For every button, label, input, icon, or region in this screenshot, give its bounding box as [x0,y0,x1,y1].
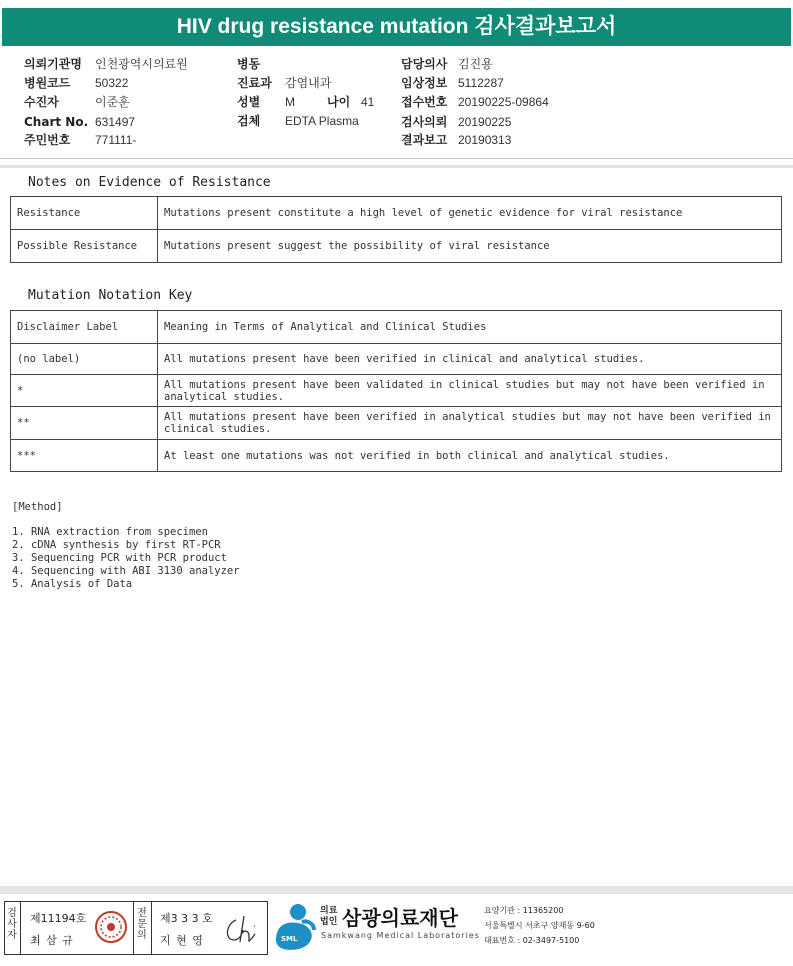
org-phone: 대표번호 : 02-3497-5100 [484,936,580,945]
age-value: 41 [361,95,375,109]
info-label: 담당의사 [401,57,448,71]
method-step: 1. RNA extraction from specimen [12,526,208,538]
info-label: 임상정보 [401,76,448,90]
info-row [237,76,332,90]
examiner-number: 제11194호 [30,912,87,925]
notation-title: Mutation Notation Key [28,288,193,303]
table-cell-label: *** [11,440,158,472]
examiner-label: 검사자 [7,908,17,941]
table-cell-text: At least one mutations was not verified in both clinical and analytical studies. [158,440,782,472]
divider [0,158,793,159]
info-value: 50322 [95,76,129,90]
org-code: 요양기관 : 11365200 [484,906,564,915]
info-label: 결과보고 [401,133,448,147]
info-label: 성별 [237,95,261,109]
specialist-label: 전문의 [137,908,147,941]
info-value: 감염내과 [285,76,332,90]
evidence-title: Notes on Evidence of Resistance [28,175,271,190]
info-row [401,115,512,129]
org-name: 삼광의료재단 [342,906,458,930]
method-list [12,526,240,591]
evidence-table [10,196,782,263]
method-step: 2. cDNA synthesis by first RT-PCR [12,539,221,551]
info-value: 20190225 [458,115,512,129]
org-prefix-top: 의료 [320,906,338,916]
info-value: 이준훈 [95,95,130,109]
table-cell-label: Possible Resistance [11,230,158,263]
table-row [11,230,782,263]
info-label: 수진자 [24,95,59,109]
info-label: 주민번호 [24,133,71,147]
table-cell-label: * [11,375,158,407]
notation-table [10,310,782,472]
table-cell-text: All mutations present have been validated in clinical studies but may not have been verified in analytical studies. [158,375,782,407]
table-cell-label: ** [11,407,158,440]
info-label: 병원코드 [24,76,71,90]
info-value: 인천광역시의료원 [95,57,188,71]
info-row [237,114,359,128]
info-row [24,115,136,129]
info-row [24,133,137,147]
info-row [24,76,129,90]
table-row [11,440,782,472]
info-row [237,95,375,109]
info-label: 병동 [237,57,261,71]
info-value: 5112287 [458,76,504,90]
table-header-text: Meaning in Terms of Analytical and Clinical Studies [158,311,782,344]
logo-text: SML [281,935,298,943]
patient-info [0,50,793,170]
report-title: HIV drug resistance mutation 검사결과보고서 [2,8,791,46]
table-header-row [11,311,782,344]
footer [0,886,793,966]
info-value: 20190225-09864 [458,95,549,109]
info-value: 771111- [95,133,137,147]
table-cell-text: Mutations present suggest the possibility of viral resistance [158,230,782,263]
info-label: 검체 [237,114,261,128]
table-cell-text: Mutations present constitute a high level of genetic evidence for viral resistance [158,197,782,230]
info-label: Chart No. [24,115,89,129]
age-label: 나이 [327,95,351,109]
examiner-seal-icon [94,910,128,944]
specialist-name: 지 현 영 [160,934,204,947]
table-row [11,197,782,230]
table-row [11,344,782,375]
divider [0,165,793,168]
table-cell-text: All mutations present have been verified in clinical and analytical studies. [158,344,782,375]
divider [133,902,134,954]
info-value: EDTA Plasma [285,114,359,128]
table-header-label: Disclaimer Label [11,311,158,344]
table-row [11,375,782,407]
info-label: 의뢰기관명 [24,57,82,71]
table-cell-label: Resistance [11,197,158,230]
specialist-number: 제3 3 3 호 [160,912,213,925]
info-value: 20190313 [458,133,512,147]
info-label: 접수번호 [401,95,448,109]
info-row [401,95,549,109]
info-row [401,76,504,90]
method-step: 5. Analysis of Data [12,578,133,590]
info-row [237,57,260,71]
info-row [24,95,130,109]
method-step: 3. Sequencing PCR with PCR product [12,552,227,564]
method-title: [Method] [12,501,63,513]
org-address: 서울특별시 서초구 양재동 9-60 [484,921,595,930]
info-row [401,57,493,71]
info-value: 631497 [95,115,136,129]
table-cell-label: (no label) [11,344,158,375]
info-row [24,57,188,71]
divider [20,902,21,954]
info-value: 김진용 [458,57,493,71]
org-name-en: Samkwang Medical Laboratories [321,931,480,940]
examiner-name: 최 삼 규 [30,934,74,947]
table-row [11,407,782,440]
table-cell-text: All mutations present have been verified in analytical studies but may not have been verified in clinical studies. [158,407,782,440]
info-label: 검사의뢰 [401,115,448,129]
info-label: 진료과 [237,76,272,90]
info-value: M [285,95,295,109]
info-row [401,133,512,147]
signature-icon [222,912,260,946]
divider [151,902,152,954]
method-step: 4. Sequencing with ABI 3130 analyzer [12,565,240,577]
org-prefix-bottom: 법인 [320,917,338,927]
